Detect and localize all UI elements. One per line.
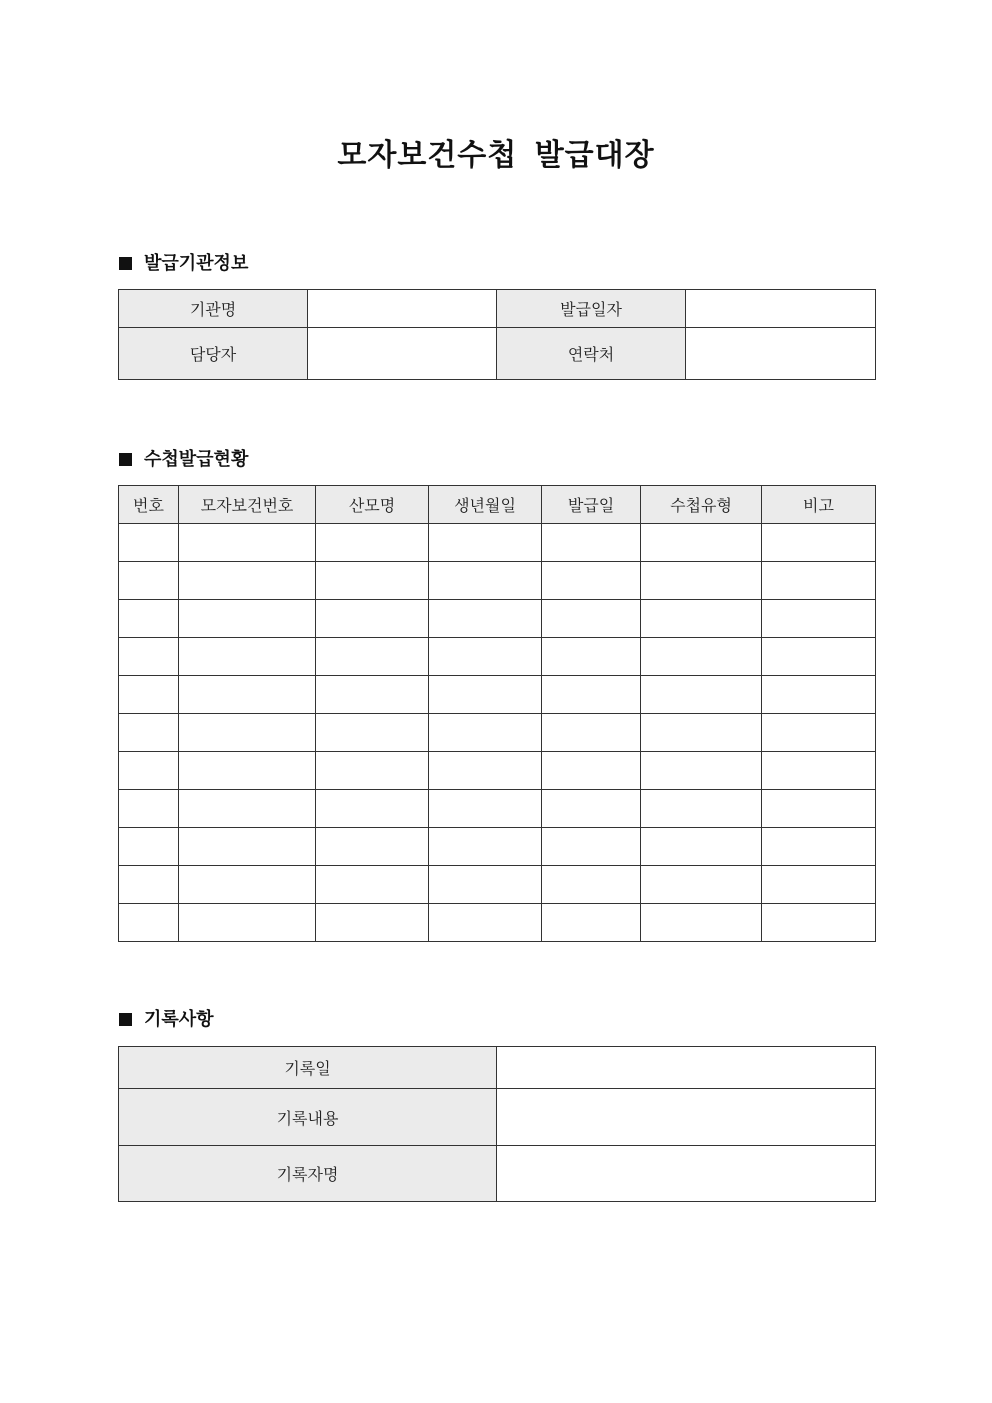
table-cell[interactable] (762, 790, 876, 828)
table-cell[interactable] (641, 904, 762, 942)
table-cell[interactable] (179, 752, 316, 790)
table-cell[interactable] (429, 714, 542, 752)
records-row-recorder (119, 1146, 876, 1202)
table-row (119, 790, 876, 828)
square-bullet-icon (119, 1013, 132, 1026)
table-cell[interactable] (316, 600, 429, 638)
table-cell[interactable] (542, 524, 641, 562)
records-table (118, 1046, 876, 1202)
table-cell[interactable] (179, 638, 316, 676)
issuance-section-heading (119, 446, 248, 474)
table-cell[interactable] (179, 828, 316, 866)
recorder-field[interactable] (497, 1146, 876, 1202)
table-row (119, 828, 876, 866)
record-content-field[interactable] (497, 1089, 876, 1146)
table-cell[interactable] (119, 828, 179, 866)
table-cell[interactable] (762, 638, 876, 676)
table-cell[interactable] (641, 866, 762, 904)
table-cell[interactable] (179, 866, 316, 904)
table-row (119, 752, 876, 790)
table-cell[interactable] (762, 676, 876, 714)
org-name-field[interactable] (308, 290, 497, 328)
table-cell[interactable] (429, 828, 542, 866)
table-cell[interactable] (179, 524, 316, 562)
table-cell[interactable] (316, 828, 429, 866)
table-cell[interactable] (316, 524, 429, 562)
table-cell[interactable] (429, 866, 542, 904)
table-cell[interactable] (542, 676, 641, 714)
contact-label: 연락처 (497, 328, 686, 380)
table-cell[interactable] (316, 790, 429, 828)
issuer-heading-text: 발급기관정보 (144, 253, 249, 274)
table-cell[interactable] (179, 562, 316, 600)
table-cell[interactable] (429, 638, 542, 676)
table-cell[interactable] (316, 638, 429, 676)
table-cell[interactable] (542, 790, 641, 828)
table-cell[interactable] (641, 638, 762, 676)
records-heading-text: 기록사항 (144, 1009, 214, 1030)
table-row (119, 904, 876, 942)
table-row (119, 638, 876, 676)
table-cell[interactable] (316, 866, 429, 904)
recorder-label: 기록자명 (119, 1146, 497, 1202)
manager-label: 담당자 (119, 328, 308, 380)
table-cell[interactable] (641, 828, 762, 866)
issuance-header-row (119, 486, 876, 524)
page-title: 모자보건수첩 발급대장 (337, 138, 655, 173)
square-bullet-icon (119, 257, 132, 270)
table-cell[interactable] (542, 828, 641, 866)
col-header-remarks: 비고 (762, 486, 876, 524)
table-cell[interactable] (316, 714, 429, 752)
record-date-label: 기록일 (119, 1047, 497, 1089)
table-cell[interactable] (542, 904, 641, 942)
table-cell[interactable] (119, 562, 179, 600)
org-name-label: 기관명 (119, 290, 308, 328)
table-row (119, 676, 876, 714)
records-row-content (119, 1089, 876, 1146)
table-row (119, 562, 876, 600)
table-cell[interactable] (641, 752, 762, 790)
issuer-row-2 (119, 328, 876, 380)
table-row (119, 866, 876, 904)
issuer-row-1 (119, 290, 876, 328)
issuance-heading-text: 수첩발급현황 (144, 449, 249, 470)
table-cell[interactable] (542, 752, 641, 790)
table-cell[interactable] (429, 790, 542, 828)
table-cell[interactable] (641, 790, 762, 828)
table-row (119, 714, 876, 752)
record-content-label: 기록내용 (119, 1089, 497, 1146)
table-cell[interactable] (641, 714, 762, 752)
table-cell[interactable] (316, 562, 429, 600)
col-header-number: 번호 (119, 486, 179, 524)
table-cell[interactable] (542, 638, 641, 676)
table-row (119, 600, 876, 638)
col-header-mother-name: 산모명 (316, 486, 429, 524)
table-cell[interactable] (429, 676, 542, 714)
table-cell[interactable] (179, 676, 316, 714)
col-header-issue-date: 발급일 (542, 486, 641, 524)
table-cell[interactable] (119, 752, 179, 790)
table-cell[interactable] (762, 714, 876, 752)
table-cell[interactable] (429, 752, 542, 790)
table-cell[interactable] (762, 600, 876, 638)
records-row-date (119, 1047, 876, 1089)
manager-field[interactable] (308, 328, 497, 380)
table-cell[interactable] (762, 524, 876, 562)
table-cell[interactable] (119, 676, 179, 714)
table-cell[interactable] (119, 904, 179, 942)
table-row (119, 524, 876, 562)
issuance-body (119, 524, 876, 942)
table-cell[interactable] (119, 600, 179, 638)
issuer-section-heading (119, 250, 248, 278)
issue-date-field[interactable] (686, 290, 876, 328)
table-cell[interactable] (641, 676, 762, 714)
table-cell[interactable] (119, 524, 179, 562)
issue-date-label: 발급일자 (497, 290, 686, 328)
table-cell[interactable] (641, 524, 762, 562)
table-cell[interactable] (179, 790, 316, 828)
table-cell[interactable] (762, 866, 876, 904)
record-date-field[interactable] (497, 1047, 876, 1089)
table-cell[interactable] (179, 714, 316, 752)
issuer-info-table (118, 289, 876, 380)
square-bullet-icon (119, 453, 132, 466)
contact-field[interactable] (686, 328, 876, 380)
table-cell[interactable] (179, 904, 316, 942)
col-header-mch-number: 모자보건번호 (179, 486, 316, 524)
col-header-handbook-type: 수첩유형 (641, 486, 762, 524)
issuance-table (118, 485, 876, 942)
table-cell[interactable] (641, 600, 762, 638)
table-cell[interactable] (119, 714, 179, 752)
table-cell[interactable] (179, 600, 316, 638)
table-cell[interactable] (119, 866, 179, 904)
records-section-heading (119, 1006, 214, 1034)
col-header-birth-date: 생년월일 (429, 486, 542, 524)
table-cell[interactable] (429, 904, 542, 942)
table-cell[interactable] (429, 600, 542, 638)
table-cell[interactable] (762, 752, 876, 790)
table-cell[interactable] (542, 600, 641, 638)
table-cell[interactable] (316, 676, 429, 714)
table-cell[interactable] (762, 904, 876, 942)
table-cell[interactable] (542, 866, 641, 904)
table-cell[interactable] (542, 562, 641, 600)
table-cell[interactable] (429, 562, 542, 600)
table-cell[interactable] (119, 790, 179, 828)
table-cell[interactable] (762, 562, 876, 600)
table-cell[interactable] (762, 828, 876, 866)
table-cell[interactable] (316, 752, 429, 790)
table-cell[interactable] (429, 524, 542, 562)
table-cell[interactable] (641, 562, 762, 600)
table-cell[interactable] (316, 904, 429, 942)
table-cell[interactable] (542, 714, 641, 752)
table-cell[interactable] (119, 638, 179, 676)
